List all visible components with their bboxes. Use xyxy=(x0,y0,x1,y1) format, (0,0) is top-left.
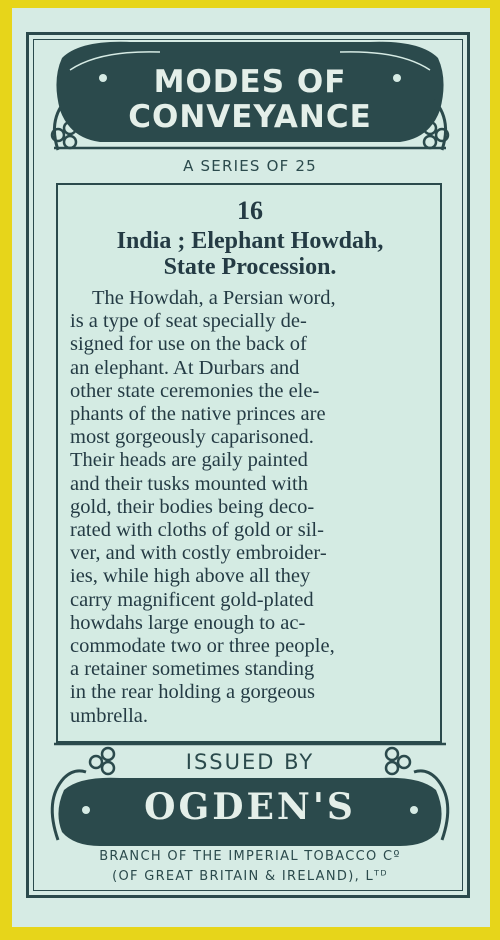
description-text xyxy=(70,287,440,728)
body-line: commodate two or three people, xyxy=(70,635,335,658)
body-line: Their heads are gaily painted xyxy=(70,449,308,472)
heading-line-2: State Procession. xyxy=(163,254,337,280)
title-line-1: MODES OF xyxy=(153,64,347,100)
publisher-line-2: (OF GREAT BRITAIN & IRELAND), Lᵀᴰ xyxy=(112,869,388,884)
body-line: signed for use on the back of xyxy=(70,333,307,356)
heading-line-1: India ; Elephant Howdah, xyxy=(116,228,384,254)
brand-name: OGDEN'S xyxy=(144,786,356,828)
body-line: an elephant. At Durbars and xyxy=(70,356,300,379)
body-line: rated with cloths of gold or sil- xyxy=(70,519,324,542)
body-line: phants of the native princes are xyxy=(70,403,326,426)
publisher-line-1: BRANCH OF THE IMPERIAL TOBACCO Cº xyxy=(99,849,401,864)
series-subtitle: A SERIES OF 25 xyxy=(183,157,317,175)
body-line: in the rear holding a gorgeous xyxy=(70,681,315,704)
body-line: most gorgeously caparisoned. xyxy=(70,426,314,449)
body-line: carry magnificent gold-plated xyxy=(70,588,314,611)
title-line-2: CONVEYANCE xyxy=(128,99,372,135)
body-line: The Howdah, a Persian word, xyxy=(92,287,336,309)
body-line: ies, while high above all they xyxy=(70,565,311,588)
card-number: 16 xyxy=(237,196,263,225)
body-line: a retainer sometimes standing xyxy=(70,658,315,681)
body-line: and their tusks mounted with xyxy=(70,472,309,495)
card-heading xyxy=(60,228,440,280)
body-line: umbrella. xyxy=(70,704,148,727)
body-line: howdahs large enough to ac- xyxy=(70,611,306,634)
body-line: ver, and with costly embroider- xyxy=(70,542,327,565)
body-line: is a type of seat specially de- xyxy=(70,310,307,333)
body-line: gold, their bodies being deco- xyxy=(70,495,315,518)
issued-by-label: ISSUED BY xyxy=(185,750,315,774)
body-line: other state ceremonies the ele- xyxy=(70,379,320,402)
